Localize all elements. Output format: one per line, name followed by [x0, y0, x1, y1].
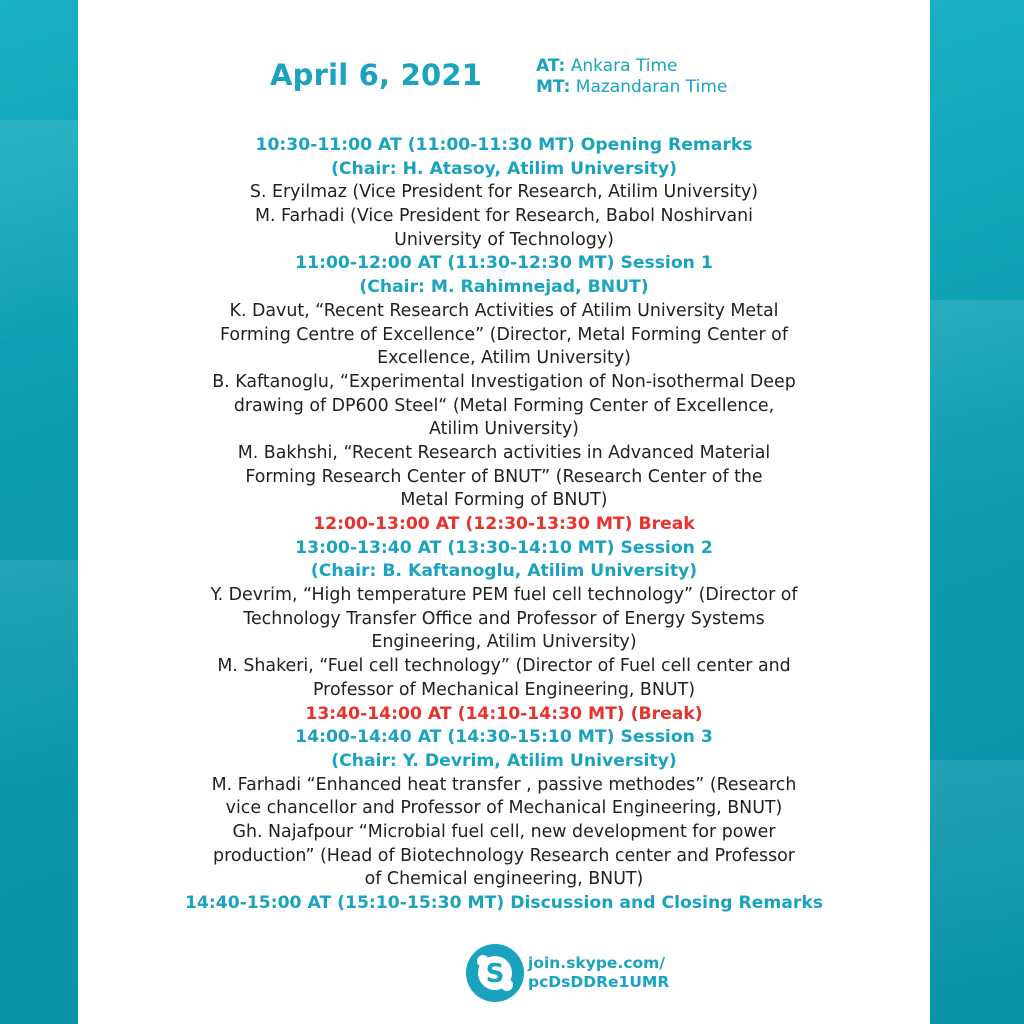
schedule-heading: 14:00-14:40 AT (14:30-15:10 MT) Session 3 [295, 727, 713, 748]
decorative-streak [0, 560, 78, 780]
skype-link-line1: join.skype.com/ [528, 954, 665, 972]
schedule-line: drawing of DP600 Steel“ (Metal Forming Center of Excellence, [233, 395, 775, 416]
schedule-line: production” (Head of Biotechnology Research center and Professor [213, 845, 795, 866]
schedule-line: Forming Research Center of BNUT” (Research Center of the [245, 466, 763, 487]
schedule-heading: (Chair: H. Atasoy, Atilim University) [331, 158, 677, 179]
schedule-line: Technology Transfer Office and Professor of Energy Systems [243, 608, 765, 629]
svg-text:S: S [485, 959, 505, 989]
decorative-streak [0, 120, 78, 340]
timezone-mt-label: MT: [536, 77, 571, 97]
schedule-heading: (Chair: M. Rahimnejad, BNUT) [359, 277, 649, 298]
skype-link-line2: pcDsDDRe1UMR [528, 973, 670, 991]
skype-link-text[interactable] [528, 954, 669, 992]
agenda-panel [78, 0, 930, 1024]
schedule-heading: (Chair: B. Kaftanoglu, Atilim University) [310, 561, 698, 582]
right-border [930, 0, 1024, 1024]
schedule-line: B. Kaftanoglu, “Experimental Investigation of Non-isothermal Deep [212, 371, 796, 392]
schedule-line: M. Shakeri, “Fuel cell technology” (Director of Fuel cell center and [217, 656, 791, 677]
schedule-line: Engineering, Atilim University) [371, 632, 637, 653]
schedule-heading: 13:00-13:40 AT (13:30-14:10 MT) Session 2 [295, 537, 713, 558]
event-date: April 6, 2021 [270, 58, 483, 92]
decorative-streak [930, 760, 1024, 980]
schedule-line: S. Eryilmaz (Vice President for Research, Atilim University) [249, 182, 759, 203]
schedule-line: Y. Devrim, “High temperature PEM fuel cell technology” (Director of [210, 585, 798, 606]
schedule-line: of Chemical engineering, BNUT) [364, 869, 644, 890]
timezone-ankara [536, 56, 678, 76]
schedule-line: Excellence, Atilim University) [377, 348, 631, 369]
schedule-line: Forming Centre of Excellence” (Director, Metal Forming Center of [220, 324, 788, 345]
agenda-header [78, 54, 930, 104]
skype-join-link[interactable] [466, 944, 726, 1004]
schedule-line: K. Davut, “Recent Research Activities of Atilim University Metal [229, 300, 779, 321]
schedule-line: Metal Forming of BNUT) [400, 490, 608, 511]
decorative-streak [930, 300, 1024, 520]
schedule-break: 13:40-14:00 AT (14:10-14:30 MT) (Break) [305, 703, 703, 724]
schedule-line: vice chancellor and Professor of Mechanical Engineering, BNUT) [225, 798, 783, 819]
schedule-heading: 11:00-12:00 AT (11:30-12:30 MT) Session 1 [295, 253, 713, 274]
schedule-heading: 10:30-11:00 AT (11:00-11:30 MT) Opening Remarks [255, 135, 753, 155]
timezone-at-label: AT: [536, 56, 566, 76]
schedule-heading: (Chair: Y. Devrim, Atilim University) [331, 750, 677, 771]
timezone-mt-value: Mazandaran Time [575, 77, 728, 97]
schedule-line: M. Farhadi (Vice President for Research, Babol Noshirvani [254, 206, 754, 227]
timezone-mazandaran [536, 77, 727, 97]
schedule-line: Gh. Najafpour “Microbial fuel cell, new development for power [232, 821, 776, 842]
schedule-line: Atilim University) [429, 419, 579, 440]
schedule-break: 12:00-13:00 AT (12:30-13:30 MT) Break [313, 514, 695, 534]
skype-icon [466, 944, 524, 1002]
schedule-heading: 14:40-15:00 AT (15:10-15:30 MT) Discussion and Closing Remarks [184, 893, 824, 913]
schedule-line: M. Farhadi “Enhanced heat transfer , passive methodes” (Research [211, 774, 797, 795]
schedule-line: Professor of Mechanical Engineering, BNUT) [313, 679, 695, 700]
left-border [0, 0, 78, 1024]
schedule-list [78, 134, 930, 916]
timezone-at-value: Ankara Time [570, 56, 678, 76]
schedule-line: M. Bakhshi, “Recent Research activities in Advanced Material [237, 442, 771, 463]
schedule-line: University of Technology) [394, 229, 614, 250]
